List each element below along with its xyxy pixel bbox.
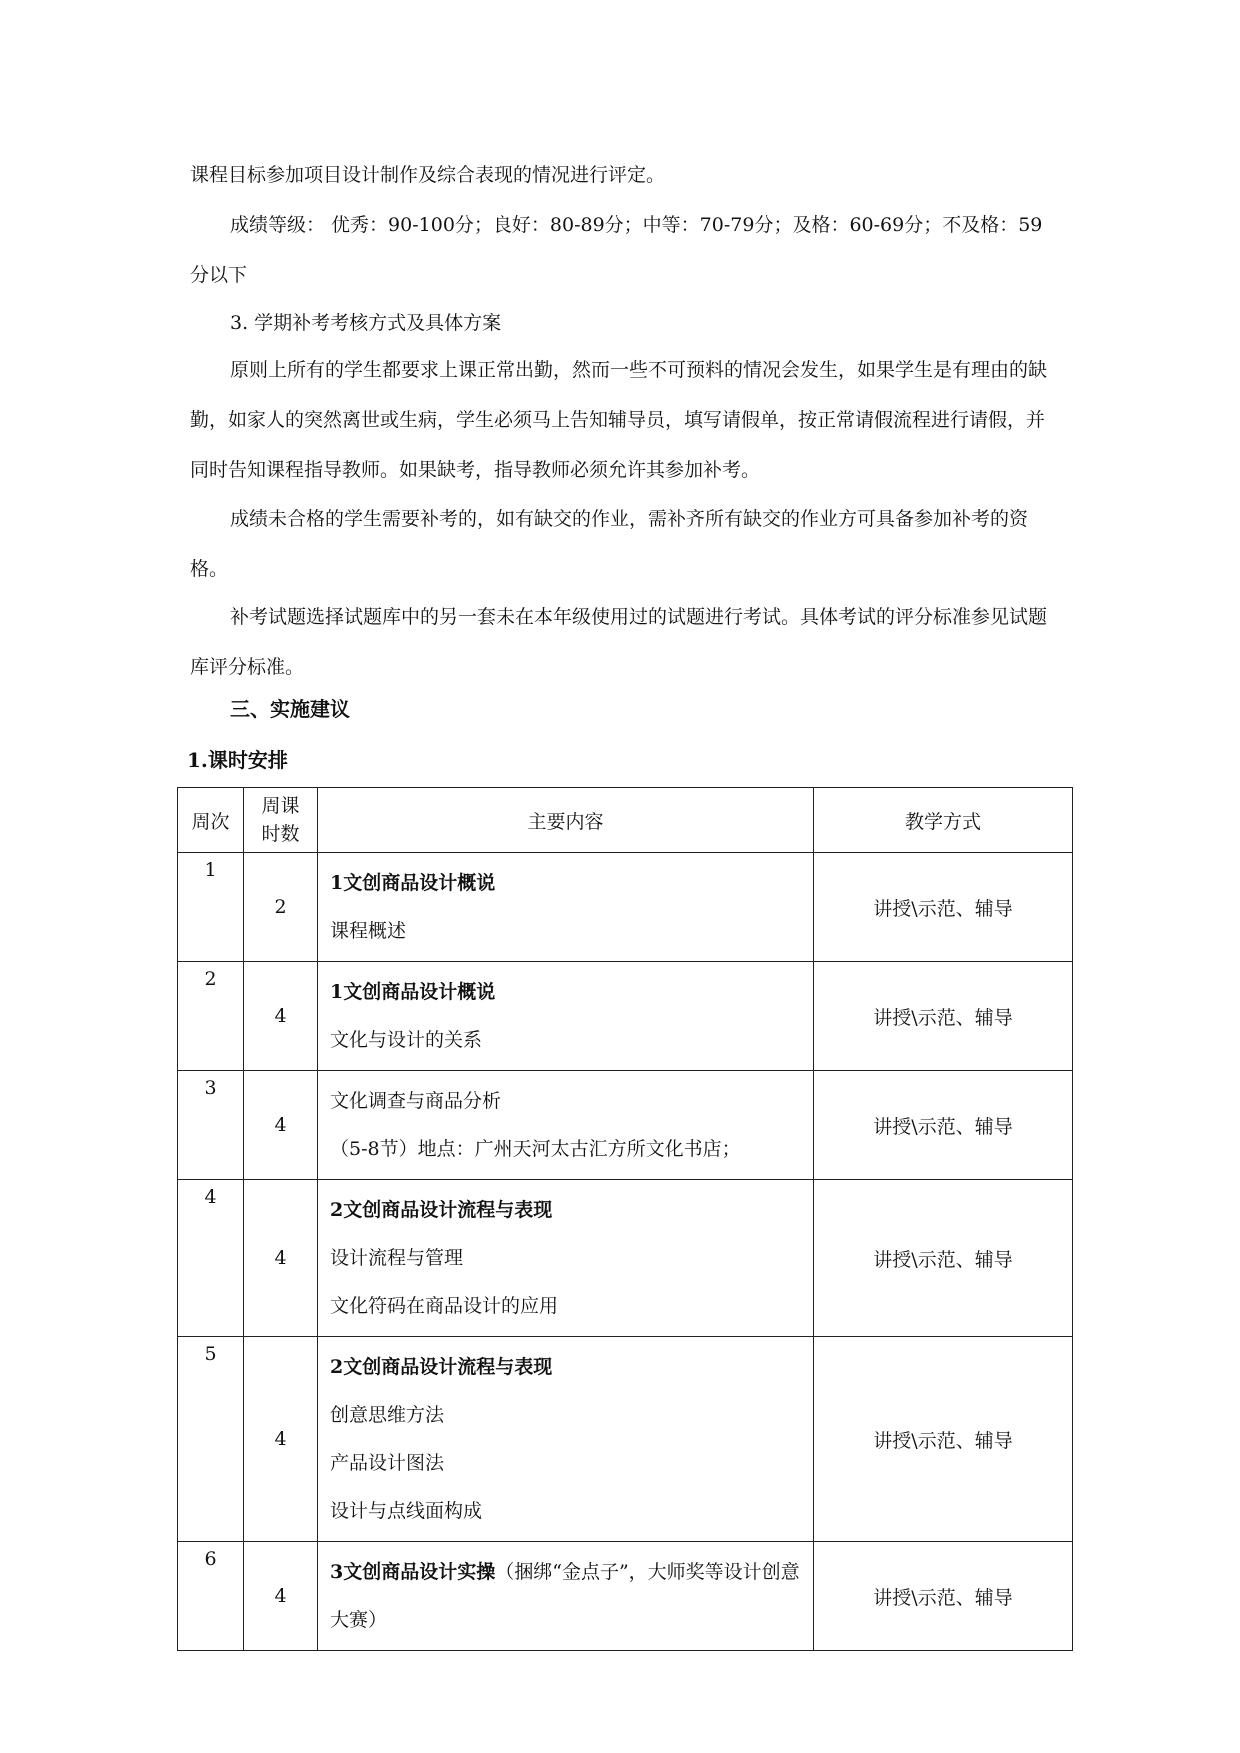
method-cell: 讲授\示范、辅导 <box>814 1542 1073 1651</box>
table-row <box>178 1180 1073 1337</box>
schedule-table <box>177 787 1073 1651</box>
content-title-suffix: （捆绑“金点子”，大师奖等设计创意大赛） <box>330 1561 800 1631</box>
content-title: 1文创商品设计概说 <box>330 981 496 1003</box>
table-row <box>178 853 1073 962</box>
content-cell <box>318 1337 814 1542</box>
content-line: 文化调查与商品分析 <box>330 1090 502 1112</box>
week-cell: 4 <box>178 1180 244 1337</box>
content-cell <box>318 962 814 1071</box>
content-line: 课程概述 <box>330 920 407 942</box>
header-method: 教学方式 <box>814 788 1073 853</box>
paragraph-makeup-heading: 3. 学期补考考核方式及具体方案 <box>230 312 502 334</box>
method-cell: 讲授\示范、辅导 <box>814 962 1073 1071</box>
hours-cell: 4 <box>244 1180 318 1337</box>
table-row <box>178 962 1073 1071</box>
content-cell <box>318 1542 814 1651</box>
method-cell: 讲授\示范、辅导 <box>814 1071 1073 1180</box>
header-content: 主要内容 <box>318 788 814 853</box>
content-line: 创意思维方法 <box>330 1404 445 1426</box>
method-cell: 讲授\示范、辅导 <box>814 1180 1073 1337</box>
header-hours-line2: 时数 <box>261 823 300 845</box>
content-line: 文化符码在商品设计的应用 <box>330 1295 559 1317</box>
content-cell <box>318 1071 814 1180</box>
content-line: 产品设计图法 <box>330 1452 445 1474</box>
week-cell: 2 <box>178 962 244 1071</box>
content-cell <box>318 1180 814 1337</box>
method-cell: 讲授\示范、辅导 <box>814 853 1073 962</box>
content-title: 1文创商品设计概说 <box>330 872 496 894</box>
paragraph-attendance: 原则上所有的学生都要求上课正常出勤，然而一些不可预料的情况会发生，如果学生是有理由的缺勤，如家人的突然离世或生病，学生必须马上告知辅导员，填写请假单，按正常请假流程进行请假，并同时告知课程指导教师。如果缺考，指导教师必须允许其参加补考。 <box>190 359 1048 481</box>
week-cell: 1 <box>178 853 244 962</box>
content-title-block <box>330 1548 803 1644</box>
week-cell: 5 <box>178 1337 244 1542</box>
content-line: （5-8节）地点：广州天河太古汇方所文化书店； <box>330 1138 741 1160</box>
hours-cell: 4 <box>244 1337 318 1542</box>
paragraph-evaluation: 课程目标参加项目设计制作及综合表现的情况进行评定。 <box>190 164 666 186</box>
paragraph-makeup-exam: 补考试题选择试题库中的另一套未在本年级使用过的试题进行考试。具体考试的评分标准参见试题库评分标准。 <box>190 606 1048 678</box>
content-title: 3文创商品设计实操 <box>330 1561 496 1583</box>
header-hours <box>244 788 318 853</box>
method-cell: 讲授\示范、辅导 <box>814 1337 1073 1542</box>
paragraph-grade-levels: 成绩等级： 优秀：90-100分；良好：80-89分；中等：70-79分；及格：60-69分；不及格：59分以下 <box>190 214 1043 286</box>
table-row <box>178 1542 1073 1651</box>
table-row <box>178 1071 1073 1180</box>
paragraph-makeup-eligibility: 成绩未合格的学生需要补考的，如有缺交的作业，需补齐所有缺交的作业方可具备参加补考的资格。 <box>190 508 1029 580</box>
hours-cell: 4 <box>244 962 318 1071</box>
header-week: 周次 <box>178 788 244 853</box>
hours-cell: 4 <box>244 1071 318 1180</box>
content-line: 设计与点线面构成 <box>330 1500 483 1522</box>
table-row <box>178 1337 1073 1542</box>
subsection-heading: 1.课时安排 <box>187 748 288 772</box>
content-line: 文化与设计的关系 <box>330 1029 483 1051</box>
content-title: 2文创商品设计流程与表现 <box>330 1199 553 1221</box>
content-line: 设计流程与管理 <box>330 1247 464 1269</box>
week-cell: 6 <box>178 1542 244 1651</box>
content-cell <box>318 853 814 962</box>
header-hours-line1: 周课 <box>261 795 300 817</box>
section-heading: 三、实施建议 <box>230 697 350 721</box>
hours-cell: 4 <box>244 1542 318 1651</box>
content-title: 2文创商品设计流程与表现 <box>330 1356 553 1378</box>
hours-cell: 2 <box>244 853 318 962</box>
table-header-row <box>178 788 1073 853</box>
week-cell: 3 <box>178 1071 244 1180</box>
